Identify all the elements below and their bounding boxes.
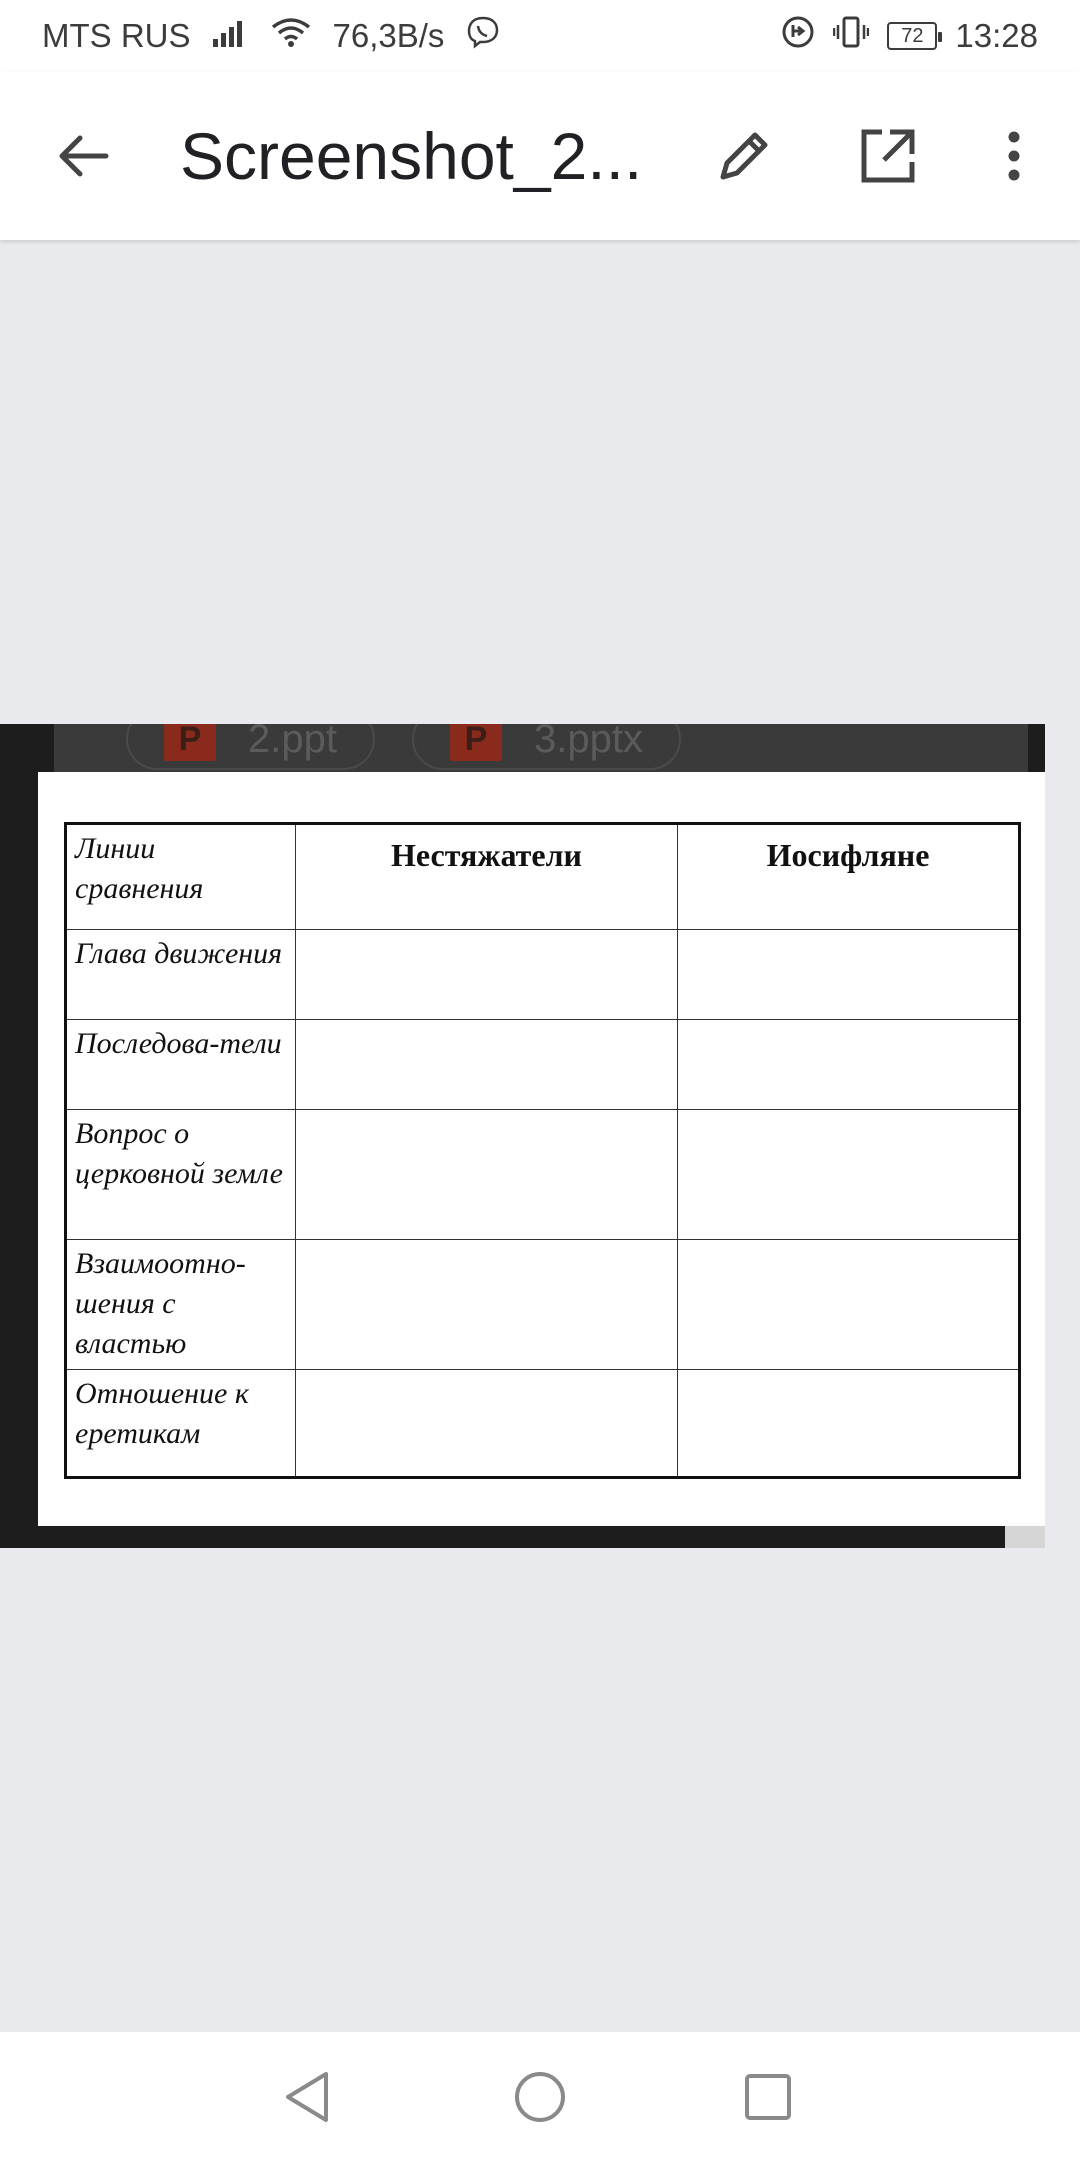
screenshot-image[interactable] [0,724,1045,1548]
table-row [66,1240,1020,1370]
table-cell [678,930,1020,1020]
table-row [66,1110,1020,1240]
square-recents-icon [743,2072,793,2122]
row-label: Глава движения [66,930,296,1020]
carrier-name: MTS RUS [42,17,191,54]
nav-back-button[interactable] [272,2062,342,2132]
vibrate-icon [833,15,869,57]
background-file-chip [126,724,375,770]
signal-icon [213,17,249,55]
table-row [66,1020,1020,1110]
table-cell [678,1370,1020,1478]
row-label: Последова-тели [66,1020,296,1110]
document-title: Screenshot_2... [180,119,643,193]
table-cell [678,1020,1020,1110]
circle-home-icon [513,2070,567,2124]
status-bar [0,0,1080,72]
pencil-icon [715,127,773,185]
powerpoint-icon: P [450,724,502,761]
header-cell-nestyazhateli: Нестяжатели [296,824,678,930]
open-external-icon [860,128,916,184]
data-saver-icon [781,15,815,57]
battery-icon [887,22,937,50]
background-file-chip [412,724,681,770]
table-cell [296,1370,678,1478]
navigation-bar [0,2032,1080,2160]
worksheet-paper [38,772,1045,1526]
table-cell [678,1240,1020,1370]
status-right [763,15,1038,57]
table-cell [678,1110,1020,1240]
status-left [42,15,522,57]
table-cell [296,1240,678,1370]
viber-icon [466,15,500,57]
table-row [66,930,1020,1020]
edit-button[interactable] [704,116,784,196]
table-cell [296,930,678,1020]
header-cell-iosiflyane: Иосифляне [678,824,1020,930]
nav-recents-button[interactable] [733,2062,803,2132]
app-bar [0,72,1080,240]
more-options-button[interactable] [974,116,1054,196]
powerpoint-icon: P [164,724,216,761]
table-cell [296,1020,678,1110]
arrow-back-icon [58,134,110,178]
row-label: Отношение к еретикам [66,1370,296,1478]
back-button[interactable] [44,116,124,196]
header-cell-comparison-lines: Линии сравнения [66,824,296,930]
table-cell [296,1110,678,1240]
nav-home-button[interactable] [505,2062,575,2132]
wifi-icon [271,17,311,55]
network-speed: 76,3B/s [332,17,445,54]
open-in-app-button[interactable] [848,116,928,196]
comparison-table [64,822,1021,1479]
row-label: Вопрос о церковной земле [66,1110,296,1240]
table-header-row [66,824,1020,930]
more-vert-icon [1007,131,1021,181]
row-label: Взаимоотно-шения с властью [66,1240,296,1370]
file-name: 3.pptx [534,724,643,761]
battery-level: 72 [901,24,924,47]
clock: 13:28 [955,17,1038,54]
file-name: 2.ppt [248,724,337,761]
table-row [66,1370,1020,1478]
triangle-back-icon [282,2070,332,2124]
